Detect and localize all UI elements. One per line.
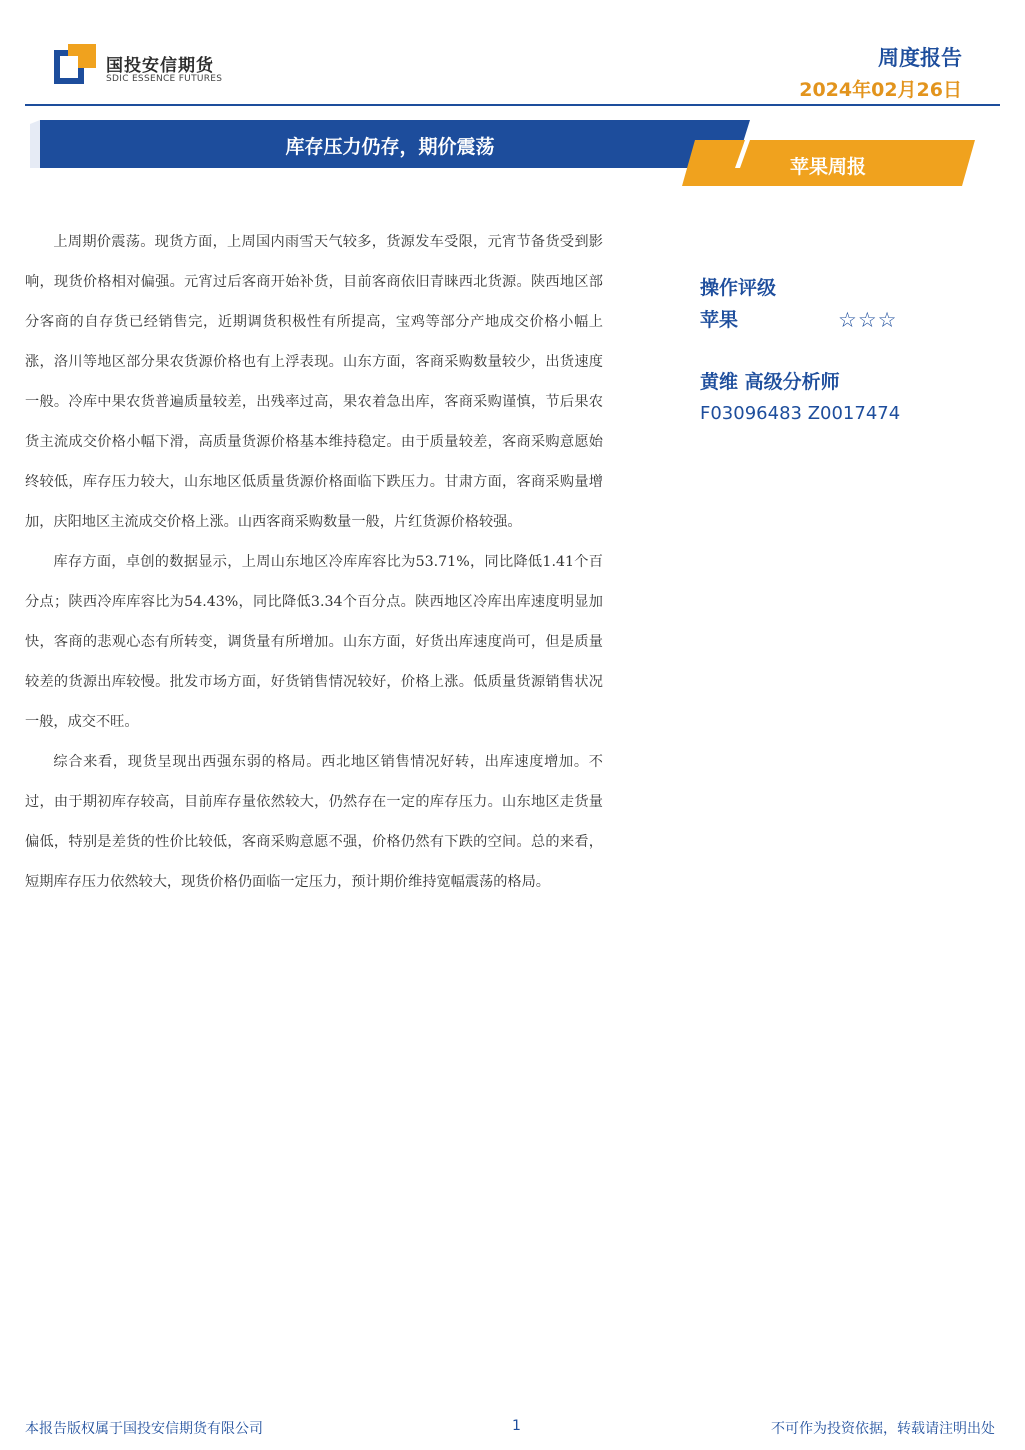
section-tag: 苹果周报 bbox=[789, 156, 866, 178]
logo-company-name: 国投安信期货 bbox=[106, 56, 214, 76]
paragraph-inventory: 库存方面，卓创的数据显示，上周山东地区冷库库容比为53.71%，同比降低1.41个百分点；陕西冷库库容比为54.43%，同比降低3.34个百分点。陕西地区冷库出库速度明显加快，客商的悲观心态有所转变，调货量有所增加。山东方面，好货出库速度尚可，但是质量较差的货源出库较慢。批发市场方面，好货销售情况较好，价格上涨。低质量货源销售状况一般，成交不旺。 bbox=[25, 554, 603, 730]
company-logo bbox=[54, 42, 244, 88]
footer-page-number: 1 bbox=[512, 1418, 521, 1434]
report-date: 2024年02月26日 bbox=[799, 79, 962, 101]
report-type: 周度报告 bbox=[878, 46, 962, 70]
analyst-name: 黄维 高级分析师 bbox=[700, 371, 840, 393]
report-body bbox=[25, 222, 603, 902]
report-title: 库存压力仍存，期价震荡 bbox=[285, 136, 495, 158]
logo-company-name-en: SDIC ESSENCE FUTURES bbox=[106, 74, 223, 84]
header-divider bbox=[25, 104, 1000, 106]
footer-copyright: 本报告版权属于国投安信期货有限公司 bbox=[25, 1421, 263, 1437]
logo-mark-icon bbox=[54, 42, 98, 86]
paragraph-spot-market: 上周期价震荡。现货方面，上周国内雨雪天气较多，货源发车受限，元宵节备货受到影响，现货价格相对偏强。元宵过后客商开始补货，目前客商依旧青睐西北货源。陕西地区部分客商的自存货已经销售完，近期调货积极性有所提高，宝鸡等部分产地成交价格小幅上涨，洛川等地区部分果农货源价格也有上浮表现。山东方面，客商采购数量较少，出货速度一般。冷库中果农货普遍质量较差，出残率过高，果农着急出库，客商采购谨慎，节后果农货主流成交价格小幅下滑，高质量货源价格基本维持稳定。由于质量较差，客商采购意愿始终较低，库存压力较大，山东地区低质量货源价格面临下跌压力。甘肃方面，客商采购量增加，庆阳地区主流成交价格上涨。山西客商采购数量一般，片红货源价格较强。 bbox=[25, 234, 603, 530]
rating-row bbox=[700, 304, 970, 338]
analyst-ids: F03096483 Z0017474 bbox=[700, 403, 901, 424]
rating-item: 苹果 bbox=[700, 309, 739, 331]
rating-stars-icon: ☆☆☆ bbox=[838, 308, 898, 332]
footer-disclaimer: 不可作为投资依据，转载请注明出处 bbox=[771, 1421, 995, 1437]
side-panel bbox=[700, 272, 970, 430]
rating-heading: 操作评级 bbox=[700, 277, 777, 299]
paragraph-summary: 综合来看，现货呈现出西强东弱的格局。西北地区销售情况好转，出库速度增加。不过，由于期初库存较高，目前库存量依然较大，仍然存在一定的库存压力。山东地区走货量偏低，特别是差货的性价比较低，客商采购意愿不强，价格仍然有下跌的空间。总的来看，短期库存压力依然较大，现货价格仍面临一定压力，预计期价维持宽幅震荡的格局。 bbox=[25, 754, 603, 890]
